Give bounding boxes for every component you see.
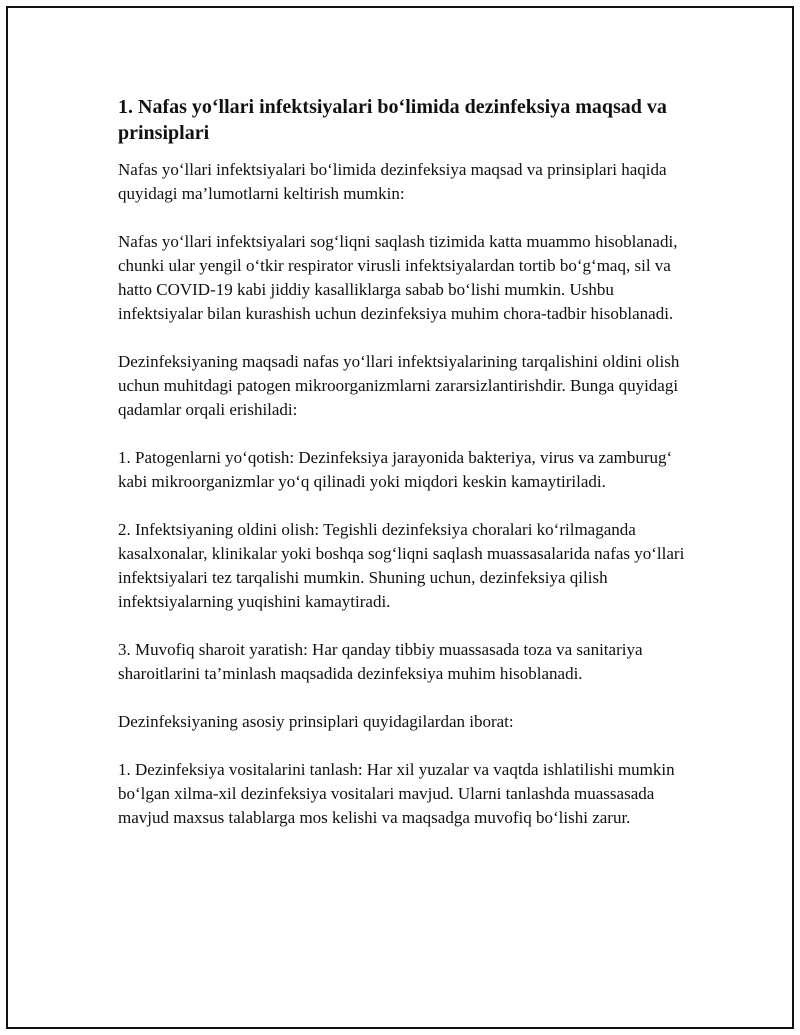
paragraph-purpose: Dezinfeksiyaning maqsadi nafas yo‘llari infektsiyalarining tarqalishini oldini olish uchun muhitdagi patogen mikroorganizmlarni zararsizlantirishdir. Bunga quyidagi qadamlar orqali erishiladi: bbox=[118, 352, 680, 419]
paragraph-principle-1: 1. Dezinfeksiya vositalarini tanlash: Har xil yuzalar va vaqtda ishlatilishi mumkin bo‘lgan xilma-xil dezinfeksiya vositalari mavjud. Ularni tanlashda muassasada mavjud maxsus talablarga mos kelishi va maqsadga muvofiq bo‘lishi zarur. bbox=[118, 760, 675, 827]
paragraph-problem: Nafas yo‘llari infektsiyalari sog‘liqni saqlash tizimida katta muammo hisoblanadi, chunki ular yengil o‘tkir respirator virusli infektsiyalardan tortib bo‘g‘maq, sil va hatto COVID-19 kabi jiddiy kasalliklarga sabab bo‘lishi mumkin. Ushbu infektsiyalar bilan kurashish uchun dezinfeksiya muhim chora-tadbir hisoblanadi. bbox=[118, 232, 678, 323]
paragraph-step-2: 2. Infektsiyaning oldini olish: Tegishli dezinfeksiya choralari ko‘rilmaganda kasalxonalar, klinikalar yoki boshqa sog‘liqni saqlash muassasalarida nafas yo‘llari infektsiyalari tez tarqalishi mumkin. Shuning uchun, dezinfeksiya qilish infektsiyalarning yuqishini kamaytiradi. bbox=[118, 520, 685, 611]
document-body bbox=[118, 94, 698, 854]
paragraph-step-3: 3. Muvofiq sharoit yaratish: Har qanday tibbiy muassasada toza va sanitariya sharoitlarini ta’minlash maqsadida dezinfeksiya muhim hisoblanadi. bbox=[118, 640, 643, 683]
paragraph-step-1: 1. Patogenlarni yo‘qotish: Dezinfeksiya jarayonida bakteriya, virus va zamburug‘ kabi mikroorganizmlar yo‘q qilinadi yoki miqdori keskin kamaytiriladi. bbox=[118, 448, 673, 491]
paragraph-principles-intro: Dezinfeksiyaning asosiy prinsiplari quyidagilardan iborat: bbox=[118, 712, 514, 731]
paragraph-intro: Nafas yo‘llari infektsiyalari bo‘limida dezinfeksiya maqsad va prinsiplari haqida quyidagi ma’lumotlarni keltirish mumkin: bbox=[118, 160, 667, 203]
section-heading: 1. Nafas yo‘llari infektsiyalari bo‘limida dezinfeksiya maqsad va prinsiplari bbox=[118, 96, 667, 144]
